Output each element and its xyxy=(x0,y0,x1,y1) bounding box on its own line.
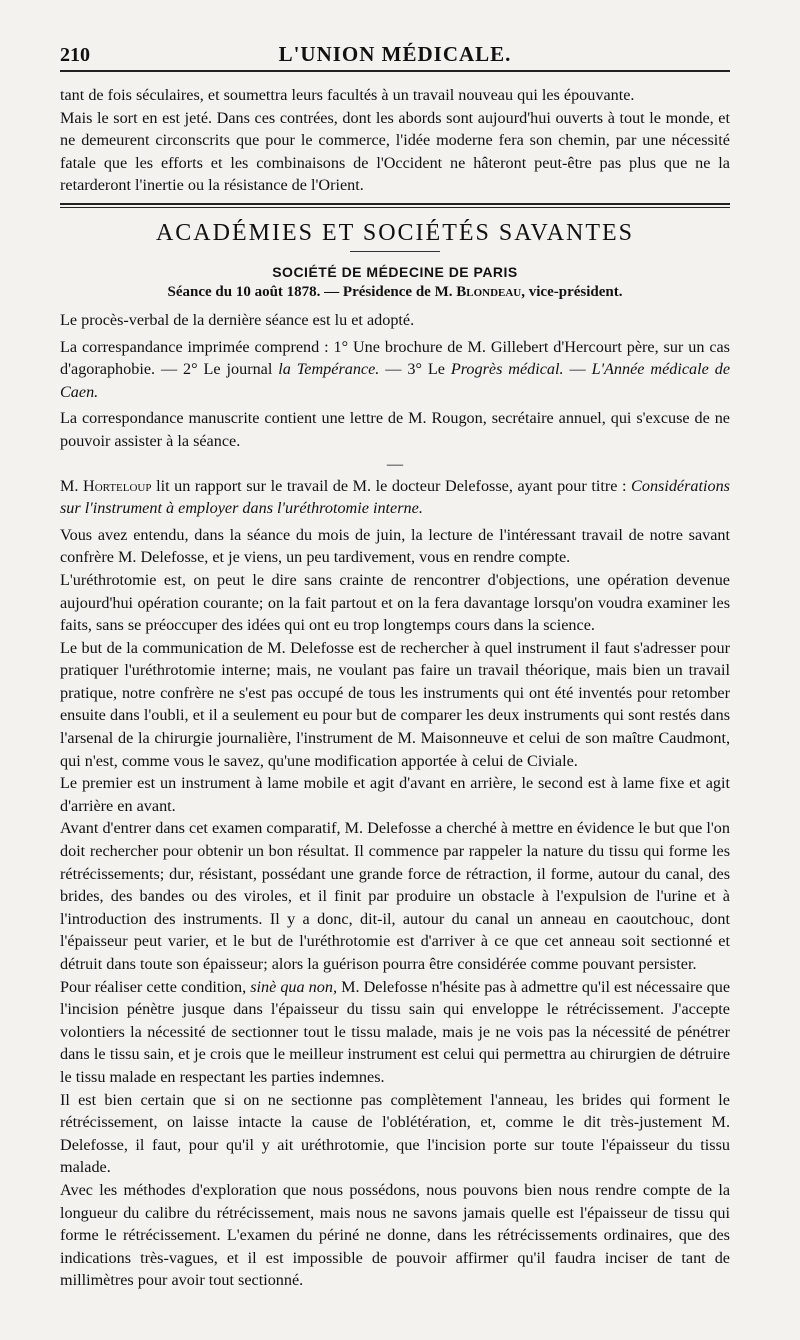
report-title: Considérations sur l'instrument à employer dans l'uréthrotomie interne. xyxy=(60,476,730,518)
latin-phrase: sinè qua non, xyxy=(250,977,338,996)
session-president-name: Blondeau xyxy=(456,283,522,300)
double-rule-divider xyxy=(60,203,730,208)
intro-paragraph-2: Mais le sort en est jeté. Dans ces contrées, dont les abords sont aujourd'hui ouverts à tout le monde, et ne demeurent circonscrits que pour le commerce, l'idée moderne fera son chemin, par une nécessité fatale que les efforts et les combinaisons de l'Occident ne hâteront peut-être pas plus que ne la retarderont l'inertie ou la résistance de l'Orient. xyxy=(60,108,730,195)
correspondence-text-c: — 3° Le xyxy=(379,360,451,379)
title-rule xyxy=(350,251,440,252)
paragraph-minutes: Le procès-verbal de la dernière séance est lu et adopté. xyxy=(60,310,415,329)
paragraph-7: Le but de la communication de M. Delefosse est de rechercher à quel instrument il faut s'adresser pour pratiquer l'uréthrotomie interne; mais, ne voulant pas faire un travail théorique, mais bien un travail pratique, notre confrère ne s'est pas occupé de tous les instruments qui ont été inventés pour retomber ensuite dans l'oubli, et il a seulement eu pour but de comparer les deux instruments qui sont restés dans l'arsenal de la chirurgie journalière, l'instrument de M. Maisonneuve et celui de son maître Caudmont, qui n'est, comme vous le savez, qu'une modification apportée à celui de Civiale. xyxy=(60,638,730,770)
page-number: 210 xyxy=(60,44,90,66)
paragraph-manuscript-correspondence: La correspondance manuscrite contient une lettre de M. Rougon, secrétaire annuel, qui s'excuse de ne pouvoir assister à la séance. xyxy=(60,409,730,450)
intro-paragraph-1: tant de fois séculaires, et soumettra leurs facultés à un travail nouveau qui les épouvante. xyxy=(60,86,635,104)
paragraph-10 xyxy=(60,976,730,1089)
journal-title: L'UNION MÉDICALE. xyxy=(278,42,512,66)
journal-progres-medical: Progrès médical. xyxy=(450,360,564,379)
paragraph-report-intro xyxy=(60,475,730,520)
paragraph-9: Avant d'entrer dans cet examen comparatif, M. Delefosse a cherché à mettre en évidence le but que l'on doit rechercher pour obtenir un bon résultat. Il commence par rappeler la nature du tissu qui forme les rétrécissements; dur, résistant, possédant une grande force de rétraction, il forme, autour du canal, des brides, des bandes ou des viroles, et il finit par produire un obstacle à l'expulsion de l'urine et à l'introduction des instruments. Il y a donc, dit-il, autour du canal un anneau en caoutchouc, dont l'épaisseur peut varier, et le but de l'uréthrotomie est d'arriver à ce que cet anneau soit sectionné et détruit dans toute son épaisseur; alors la guérison pourra être considérée comme pouvant persister. xyxy=(60,819,730,973)
paragraph-5: Vous avez entendu, dans la séance du mois de juin, la lecture de l'intéressant travail de notre savant confrère M. Delefosse, et je viens, un peu tardivement, vous en rendre compte. xyxy=(60,525,730,567)
reporter-name: Horteloup xyxy=(83,476,152,495)
society-heading: SOCIÉTÉ DE MÉDECINE DE PARIS xyxy=(272,263,518,280)
report-text-b: lit un rapport sur le travail de M. le docteur Delefosse, ayant pour titre : xyxy=(151,476,632,495)
paragraph-6: L'uréthrotomie est, on peut le dire sans crainte de rencontrer d'objections, une opération devenue aujourd'hui opération courante; on la fait partout et on la fera davantage lorsqu'on voudra examiner les faits, sans se préoccuper des idées qui ont eu trop longtemps cours dans la science. xyxy=(60,570,730,635)
correspondence-text-e: — xyxy=(563,360,592,379)
paragraph-printed-correspondence xyxy=(60,336,730,404)
running-head xyxy=(60,30,730,72)
report-text-a: M. xyxy=(60,476,84,495)
separator-dash: — xyxy=(386,454,404,473)
paragraph-8: Le premier est un instrument à lame mobile et agit d'avant en arrière, le second est à lame fixe et agit d'arrière en avant. xyxy=(60,774,730,815)
session-prefix: Séance du 10 août 1878. — Présidence de M. xyxy=(167,283,457,300)
paragraph-11: Il est bien certain que si on ne sectionne pas complètement l'anneau, les brides qui forment le rétrécissement, on laisse intacte la cause de l'oblétération, et, comme le dit très-justement M. Delefosse, il faut, pour qu'il y ait uréthrotomie, que l'incision porte sur toute l'épaisseur du tissu malade. xyxy=(60,1090,730,1177)
section-title: ACADÉMIES ET SOCIÉTÉS SAVANTES xyxy=(155,219,635,246)
paragraph-10-a: Pour réaliser cette condition, xyxy=(60,977,251,996)
article-body xyxy=(60,309,730,1292)
paragraph-10-b: M. Delefosse n'hésite pas à admettre qu'il est nécessaire que l'incision pénètre jusque dans l'épaisseur du tissu sain qui enveloppe le rétrécissement. J'accepte volontiers la nécessité de sectionner tout le tissu malade, mais je ne vois pas la nécessité de pénétrer dans le tissu sain, et je crois que le meilleur instrument est celui qui permettra au chirurgien de détruire le tissu malade en respectant les parties indemnes. xyxy=(60,977,730,1086)
paragraph-12: Avec les méthodes d'exploration que nous possédons, nous pouvons bien nous rendre compte de la longueur du calibre du rétrécissement, mais nous ne savons jamais quelle est l'épaisseur de tissu qui forme le rétrécissement. L'examen du périné ne donne, dans les rétrécissements ordinaires, que des indications très-vagues, et il est impossible de pouvoir affirmer qu'il faudra inciser de tant de millimètres pour avoir tout sectionné. xyxy=(60,1180,730,1290)
journal-temperance: la Tempérance. xyxy=(278,360,380,379)
session-suffix: , vice-président. xyxy=(521,283,623,300)
journal-annee-medicale: L'Année médicale de Caen. xyxy=(60,360,731,401)
correspondence-text-a: La correspandance imprimée comprend : 1° Une brochure de M. Gillebert d'Hercourt père, sur un cas d'agoraphobie. — 2° Le journal xyxy=(60,337,730,379)
intro-text xyxy=(60,84,730,197)
session-line xyxy=(60,284,730,301)
